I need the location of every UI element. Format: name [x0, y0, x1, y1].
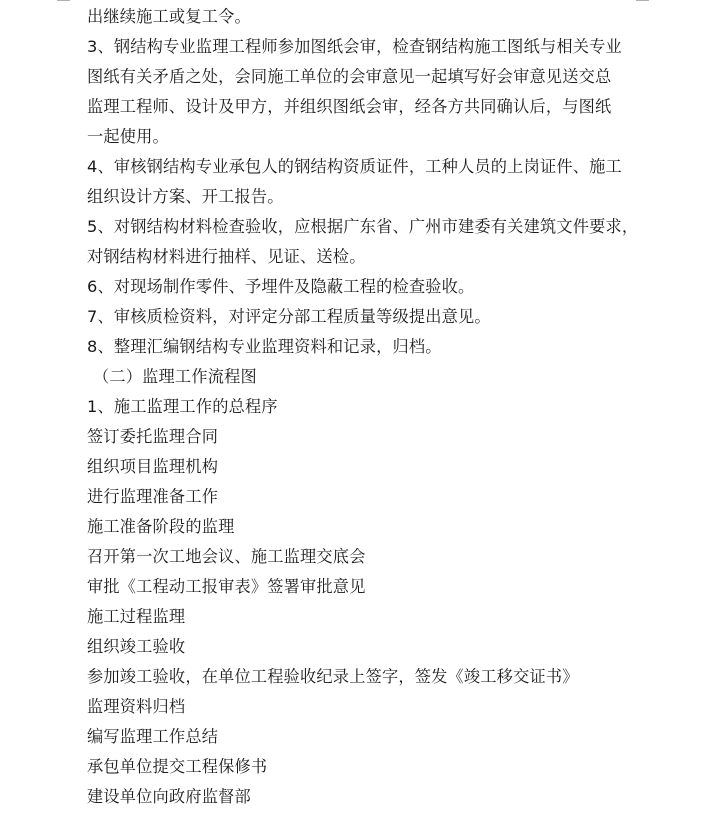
flow-step: 承包单位提交工程保修书 [87, 757, 268, 776]
text-line: 对钢结构材料进行抽样、见证、送检。 [87, 247, 366, 266]
flow-step: 参加竣工验收，在单位工程验收纪录上签字，签发《竣工移交证书》 [87, 667, 579, 686]
flow-step: 进行监理准备工作 [87, 487, 219, 506]
flow-step: 召开第一次工地会议、施工监理交底会 [87, 547, 366, 566]
text-line: 组织设计方案、开工报告。 [87, 187, 284, 206]
flow-step: 组织竣工验收 [87, 637, 186, 656]
flow-step: 建设单位向政府监督部 [87, 787, 251, 806]
section-heading: （二）监理工作流程图 [93, 367, 257, 386]
flow-step: 签订委托监理合同 [87, 427, 219, 446]
flow-step: 施工过程监理 [87, 607, 186, 626]
text-line: 7、审核质检资料，对评定分部工程质量等级提出意见。 [87, 307, 491, 326]
text-line: 一起使用。 [87, 127, 169, 146]
page-corner-mark-left [57, 0, 70, 1]
page-corner-mark-right [636, 0, 649, 1]
flow-step: 编写监理工作总结 [87, 727, 219, 746]
text-line: 3、钢结构专业监理工程师参加图纸会审，检查钢结构施工图纸与相关专业 [87, 37, 622, 56]
flow-step: 组织项目监理机构 [87, 457, 219, 476]
flow-step: 施工准备阶段的监理 [87, 517, 235, 536]
text-line: 8、整理汇编钢结构专业监理资料和记录，归档。 [87, 337, 442, 356]
flow-step: 审批《工程动工报审表》签署审批意见 [87, 577, 366, 596]
text-line: 1、施工监理工作的总程序 [87, 397, 278, 416]
flow-step: 监理资料归档 [87, 697, 186, 716]
text-line: 图纸有关矛盾之处，会同施工单位的会审意见一起填写好会审意见送交总 [87, 67, 612, 86]
text-line: 4、审核钢结构专业承包人的钢结构资质证件，工种人员的上岗证件、施工 [87, 157, 622, 176]
text-line: 出继续施工或复工令。 [87, 7, 251, 26]
text-line: 监理工程师、设计及甲方，并组织图纸会审，经各方共同确认后，与图纸 [87, 97, 612, 116]
text-line: 5、对钢结构材料检查验收，应根据广东省、广州市建委有关建筑文件要求， [87, 217, 639, 236]
text-line: 6、对现场制作零件、予埋件及隐蔽工程的检查验收。 [87, 277, 475, 296]
